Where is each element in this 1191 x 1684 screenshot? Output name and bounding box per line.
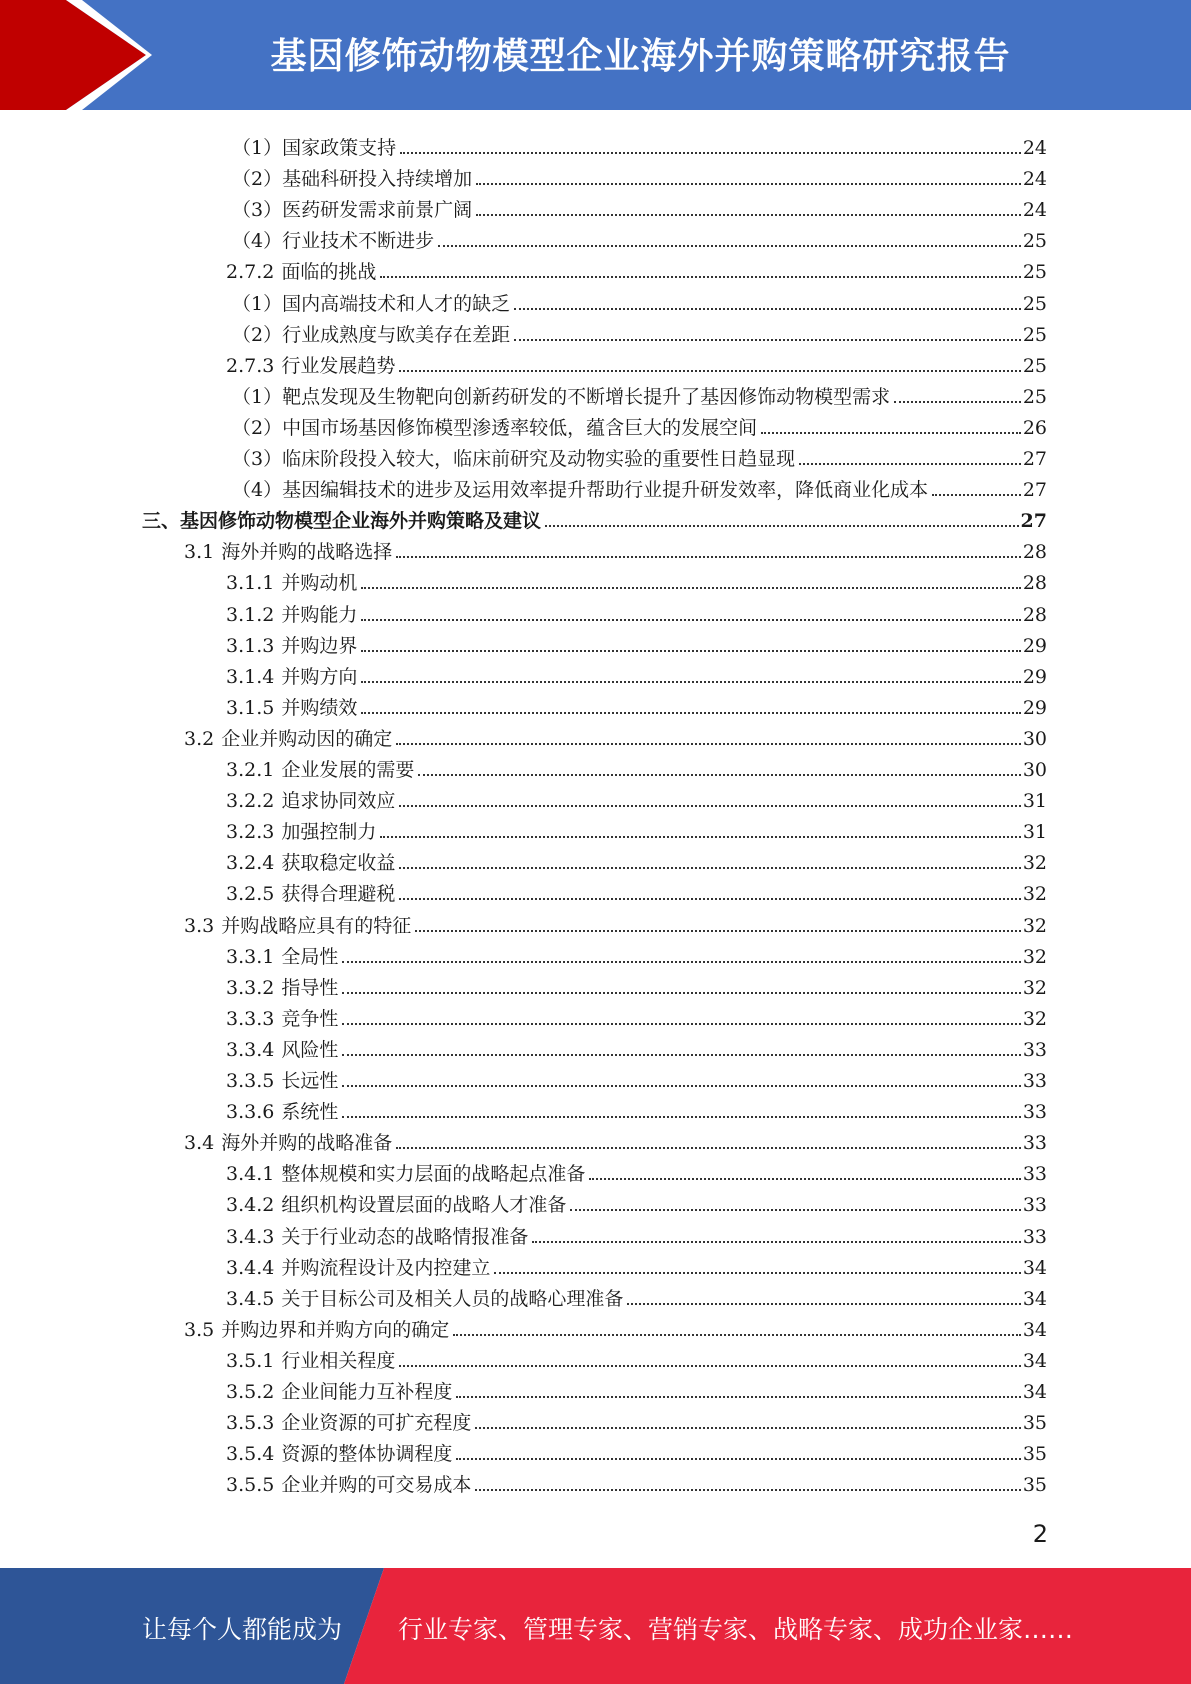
toc-dot-leader [932,494,1021,496]
toc-entry-page: 26 [1022,416,1047,439]
toc-entry-text: （3）临床阶段投入较大，临床前研究及动物实验的重要性日趋显现 [232,448,796,470]
toc-entry-label [226,1412,471,1434]
toc-entry-page: 34 [1022,1349,1047,1372]
toc-dot-leader [399,867,1020,869]
toc-entry[interactable] [226,812,1047,843]
toc-entry-page: 34 [1022,1318,1047,1341]
toc-entry-page: 33 [1022,1225,1047,1248]
toc-entry-label [232,417,757,439]
toc-entry-page: 32 [1022,945,1047,968]
toc-entry-page: 25 [1022,230,1047,253]
toc-dot-leader [361,587,1020,589]
toc-entry[interactable] [232,470,1047,501]
toc-entry[interactable] [226,937,1047,968]
toc-dot-leader [342,961,1020,963]
toc-entry-text: 企业间能力互补程度 [281,1381,453,1403]
toc-entry[interactable] [226,750,1047,781]
toc-entry-text: （2）中国市场基因修饰模型渗透率较低，蕴含巨大的发展空间 [232,416,758,439]
toc-dot-leader [415,930,1021,932]
toc-entry-page: 27 [1022,479,1047,502]
toc-entry-page: 33 [1022,1132,1047,1155]
toc-entry-text: （3）医药研发需求前景广阔 [232,199,473,222]
toc-entry-label [226,1226,528,1248]
toc-entry-page: 32 [1022,976,1047,999]
toc-entry-page: 29 [1022,696,1047,719]
toc-entry[interactable] [232,128,1047,159]
toc-entry-page: 25 [1022,323,1047,346]
toc-entry-label [226,1008,338,1030]
toc-entry-number: 3.2.1 [226,759,275,781]
toc-dot-leader [799,463,1021,465]
toc-entry-number: 3.1.2 [226,603,275,626]
toc-dot-leader [476,214,1021,216]
toc-entry[interactable] [226,874,1047,905]
toc-entry-text: 并购战略应具有的特征 [221,914,412,937]
toc-entry-text: 并购流程设计及内控建立 [281,1256,491,1279]
footer-slogan-left: 让每个人都能成为 [142,1615,343,1644]
toc-entry-label [184,915,411,937]
toc-dot-leader [456,1396,1020,1398]
toc-entry-page: 24 [1022,199,1047,222]
toc-entry-number: 3.5.4 [226,1443,275,1466]
toc-entry-number: 3.4.1 [226,1163,275,1186]
toc-dot-leader [494,1272,1020,1274]
toc-entry-label [226,1381,452,1403]
toc-entry-page: 28 [1022,603,1047,626]
toc-entry[interactable] [184,719,1047,750]
toc-entry-text: （1）靶点发现及生物靶向创新药研发的不断增长提升了基因修饰动物模型需求 [232,385,891,408]
toc-entry[interactable] [226,999,1047,1030]
toc-dot-leader [396,743,1021,745]
toc-entry-text: 企业并购动因的确定 [221,727,393,750]
toc-entry-page: 24 [1022,168,1047,191]
toc-entry-label [232,386,890,408]
toc-entry[interactable] [226,1185,1047,1216]
toc-entry-page: 31 [1022,790,1047,813]
toc-dot-leader [399,898,1020,900]
toc-dot-leader [361,650,1020,652]
toc-entry-label [226,790,395,812]
toc-entry[interactable] [232,284,1047,315]
toc-entry-text: 全局性 [281,945,339,968]
toc-entry[interactable] [226,252,1047,283]
toc-entry-label [142,510,541,532]
toc-entry[interactable] [232,159,1047,190]
toc-dot-leader [475,1489,1020,1491]
toc-dot-leader [476,183,1021,185]
toc-dot-leader [361,619,1020,621]
toc-dot-leader [342,992,1020,994]
toc-entry-page: 25 [1022,261,1047,284]
toc-entry-label [226,1474,471,1496]
toc-entry[interactable] [226,843,1047,874]
toc-entry-number: 3.1.1 [226,572,275,595]
toc-entry[interactable] [226,346,1047,377]
toc-entry-page: 34 [1022,1287,1047,1310]
toc-entry[interactable] [226,657,1047,688]
toc-entry[interactable] [232,377,1047,408]
toc-entry-text: 资源的整体协调程度 [281,1443,453,1466]
toc-entry-text: 关于目标公司及相关人员的战略心理准备 [281,1287,624,1310]
toc-entry-label [226,821,376,843]
toc-entry-label [184,1319,449,1341]
toc-entry[interactable] [184,1310,1047,1341]
toc-entry-text: 企业并购的可交易成本 [281,1474,472,1497]
toc-entry-label [226,1443,452,1465]
toc-dot-leader [396,556,1021,558]
toc-entry-number: 3.4.4 [226,1256,275,1279]
toc-dot-leader [342,1054,1020,1056]
toc-entry-page: 32 [1022,914,1047,937]
toc-entry-text: 行业相关程度 [281,1349,396,1372]
toc-entry-page: 28 [1022,572,1047,595]
toc-entry-number: 3.3.6 [226,1101,275,1124]
toc-entry-text: 指导性 [281,976,339,999]
toc-entry[interactable] [184,906,1047,937]
toc-dot-leader [399,805,1020,807]
toc-entry-text: 加强控制力 [281,821,377,844]
toc-entry-label [226,1101,338,1123]
toc-dot-leader [418,774,1020,776]
toc-dot-leader [396,1147,1021,1149]
toc-entry[interactable] [184,1123,1047,1154]
toc-entry-page: 33 [1022,1163,1047,1186]
toc-entry-label [226,1350,395,1372]
toc-dot-leader [399,370,1020,372]
toc-entry-label [232,230,434,252]
toc-entry-number: 2.7.2 [226,261,275,284]
toc-dot-leader [342,1023,1020,1025]
toc-entry-label [226,572,357,594]
toc-entry-text: 并购边界和并购方向的确定 [221,1318,450,1341]
toc-entry-label [232,137,396,159]
toc-entry-text: 行业发展趋势 [281,354,396,377]
toc-entry-page: 25 [1022,385,1047,408]
toc-entry-label [232,199,472,221]
toc-entry-label [226,697,357,719]
toc-entry-number: 3.1.4 [226,665,275,688]
toc-entry-page: 35 [1022,1443,1047,1466]
toc-dot-leader [399,1365,1020,1367]
toc-entry-label [226,946,338,968]
toc-entry-text: 关于行业动态的战略情报准备 [281,1225,529,1248]
toc-dot-leader [380,276,1020,278]
toc-entry-label [226,977,338,999]
toc-entry[interactable] [226,563,1047,594]
toc-entry[interactable] [184,532,1047,563]
toc-entry[interactable] [226,688,1047,719]
report-footer [0,1568,1191,1684]
page-number: 2 [1032,1520,1048,1548]
toc-dot-leader [438,245,1021,247]
toc-entry-text: 并购能力 [281,603,358,626]
toc-entry-label [226,1039,338,1061]
toc-entry[interactable] [226,1092,1047,1123]
toc-entry-text: （2）行业成熟度与欧美存在差距 [232,323,511,346]
toc-entry-text: 并购绩效 [281,696,358,719]
toc-entry-number: 3.5 [184,1318,215,1341]
toc-dot-leader [400,152,1021,154]
toc-entry-label [184,541,392,563]
toc-entry-text: 海外并购的战略选择 [221,541,393,564]
toc-entry[interactable] [226,1061,1047,1092]
toc-dot-leader [627,1303,1020,1305]
toc-entry-page: 31 [1022,821,1047,844]
toc-entry-label [226,1194,566,1216]
toc-dot-leader [361,681,1020,683]
toc-entry-number: 3.1.5 [226,696,275,719]
toc-entry-number: 3.3.1 [226,945,275,968]
toc-entry-text: 并购方向 [281,665,358,688]
toc-entry-page: 35 [1022,1412,1047,1435]
toc-entry[interactable] [226,595,1047,626]
toc-entry-number: 3.1.3 [226,634,275,657]
toc-entry-page: 24 [1022,137,1047,159]
toc-dot-leader [589,1178,1020,1180]
toc-entry-text: 并购动机 [281,572,358,595]
report-header [0,0,1191,110]
toc-entry-page: 27 [1022,448,1047,470]
toc-entry[interactable] [232,439,1047,470]
toc-entry-page: 34 [1022,1381,1047,1403]
toc-entry-text: 追求协同效应 [281,790,396,813]
toc-entry[interactable] [226,1217,1047,1248]
toc-dot-leader [514,308,1021,310]
toc-entry[interactable] [226,1030,1047,1061]
toc-entry-text: （4）基因编辑技术的进步及运用效率提升帮助行业提升研发效率，降低商业化成本 [232,479,929,502]
toc-entry-text: 面临的挑战 [281,261,377,284]
toc-entry[interactable] [226,626,1047,657]
toc-entry-label [232,479,928,501]
toc-entry-text: 竞争性 [281,1007,339,1030]
toc-entry-number: 3.5.1 [226,1349,275,1372]
toc-entry-label [226,261,376,283]
toc-dot-leader [894,401,1021,403]
toc-entry-text: 企业发展的需要 [281,759,415,781]
footer-slogan-right: 行业专家、管理专家、营销专家、战略专家、成功企业家…… [398,1615,1074,1644]
toc-entry-page: 34 [1022,1256,1047,1279]
toc-entry-page: 33 [1022,1101,1047,1124]
toc-entry-number: 3.5.3 [226,1412,275,1435]
toc-entry-text: 三、基因修饰动物模型企业海外并购策略及建议 [142,510,542,533]
toc-entry-number: 3.2.4 [226,852,275,875]
toc-entry-page: 30 [1022,759,1047,781]
toc-dot-leader [475,1427,1020,1429]
toc-entry-page: 32 [1022,852,1047,875]
toc-entry-text: （2）基础科研投入持续增加 [232,168,473,191]
toc-entry-text: （1）国内高端技术和人才的缺乏 [232,292,511,315]
toc-entry-text: （4）行业技术不断进步 [232,230,435,253]
toc-dot-leader [456,1458,1020,1460]
toc-entry[interactable] [226,1465,1047,1496]
toc-entry-number: 3.5.2 [226,1381,275,1403]
toc-entry-number: 3.3.3 [226,1007,275,1030]
toc-entry-text: 获得合理避税 [281,883,396,906]
toc-dot-leader [342,1116,1020,1118]
toc-entry-label [226,355,395,377]
toc-dot-leader [570,1209,1020,1211]
toc-entry-number: 3.1 [184,541,215,564]
toc-entry[interactable] [232,221,1047,252]
toc-entry-number: 3.2.2 [226,790,275,813]
toc-entry-number: 3.3.2 [226,976,275,999]
toc-entry-number: 3.2 [184,727,215,750]
toc-entry-label [226,759,414,781]
toc-entry-text: 系统性 [281,1101,339,1124]
toc-entry-label [232,324,510,346]
toc-entry[interactable] [232,190,1047,221]
toc-dot-leader [453,1334,1021,1336]
toc-entry-number: 3.4.5 [226,1287,275,1310]
toc-entry-page: 27 [1020,510,1047,533]
toc-entry-page: 29 [1022,665,1047,688]
toc-entry-number: 3.2.5 [226,883,275,906]
toc-entry-label [232,448,795,470]
toc-entry-number: 3.3.5 [226,1070,275,1092]
toc-dot-leader [342,1085,1020,1087]
toc-entry[interactable] [226,1248,1047,1279]
toc-entry-page: 29 [1022,634,1047,657]
toc-entry-page: 33 [1022,1194,1047,1217]
toc-entry-number: 3.4 [184,1132,215,1155]
toc-entry[interactable] [232,408,1047,439]
toc-entry-label [184,728,392,750]
toc-dot-leader [380,836,1020,838]
toc-dot-leader [514,339,1021,341]
toc-entry-text: 企业资源的可扩充程度 [281,1412,472,1435]
toc-entry[interactable] [226,1372,1047,1403]
toc-entry-label [226,852,395,874]
toc-entry-label [226,1288,623,1310]
report-title: 基因修饰动物模型企业海外并购策略研究报告 [270,36,1011,77]
toc-entry[interactable] [226,1403,1047,1434]
toc-entry-text: （1）国家政策支持 [232,137,397,159]
toc-entry[interactable] [226,1434,1047,1465]
toc-entry-page: 32 [1022,1007,1047,1030]
toc-entry-page: 32 [1022,883,1047,906]
toc-entry[interactable] [226,781,1047,812]
toc-entry-number: 3.3 [184,914,215,937]
toc-entry-text: 组织机构设置层面的战略人才准备 [281,1194,567,1217]
toc-entry-number: 3.2.3 [226,821,275,844]
toc-entry-text: 海外并购的战略准备 [221,1132,393,1155]
toc-entry[interactable] [232,315,1047,346]
toc-entry-label [226,635,357,657]
toc-entry-number: 3.3.4 [226,1038,275,1061]
toc-entry-text: 获取稳定收益 [281,852,396,875]
toc-entry[interactable] [226,1341,1047,1372]
toc-entry-label [226,604,357,626]
toc-entry-page: 28 [1022,541,1047,564]
toc-dot-leader [532,1241,1020,1243]
toc-entry-text: 长远性 [281,1070,339,1092]
toc-entry-text: 风险性 [281,1038,339,1061]
toc-entry-number: 2.7.3 [226,354,275,377]
toc-entry-label [232,293,510,315]
toc-entry[interactable] [142,501,1047,532]
toc-entry-number: 3.4.3 [226,1225,275,1248]
toc-entry[interactable] [226,1154,1047,1185]
toc-entry[interactable] [226,968,1047,999]
toc-entry-label [226,1257,490,1279]
toc-dot-leader [761,432,1021,434]
toc-entry-label [184,1132,392,1154]
toc-entry-label [226,1163,585,1185]
toc-entry-number: 3.5.5 [226,1474,275,1497]
toc-entry-page: 25 [1022,354,1047,377]
toc-entry-label [226,666,357,688]
toc-entry-text: 整体规模和实力层面的战略起点准备 [281,1163,586,1186]
toc-dot-leader [545,525,1019,527]
toc-entry-label [232,168,472,190]
toc-entry-page: 33 [1022,1038,1047,1061]
toc-entry-label [226,1070,338,1092]
toc-entry-page: 33 [1022,1070,1047,1092]
toc-entry[interactable] [226,1279,1047,1310]
toc-entry-text: 并购边界 [281,634,358,657]
toc-entry-page: 35 [1022,1474,1047,1497]
toc-entry-number: 3.4.2 [226,1194,275,1217]
toc-dot-leader [361,712,1020,714]
toc-entry-page: 25 [1022,292,1047,315]
toc-entry-label [226,883,395,905]
toc-entry-page: 30 [1022,727,1047,750]
